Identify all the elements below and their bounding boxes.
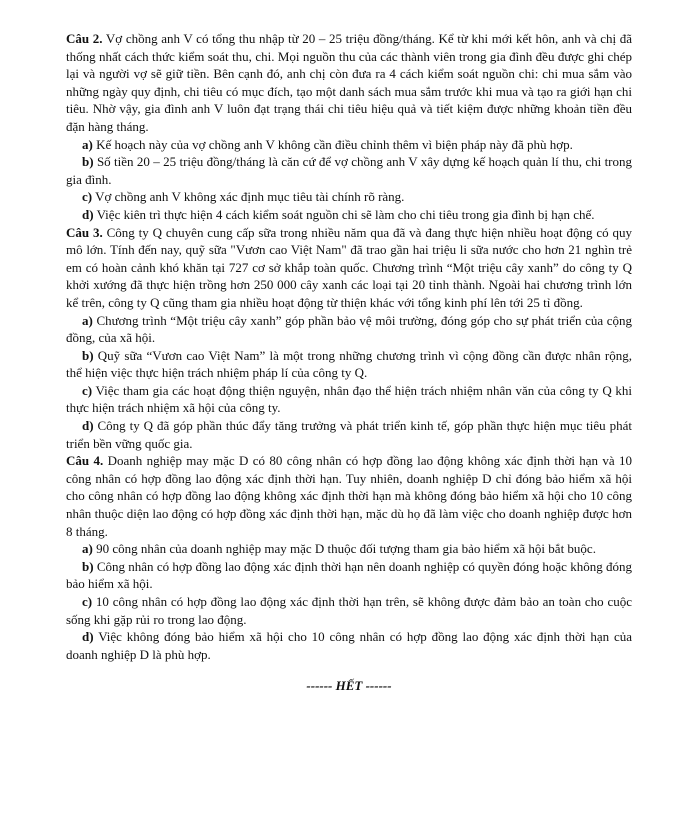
question-4-text: Doanh nghiệp may mặc D có 80 công nhân có hợp đồng lao động không xác định thời hạn và 10 công nhân có hợp đồng lao động xác định thời hạn. Tuy nhiên, doanh nghiệp D chỉ đóng bảo hiểm xã hội cho công nhân có hợp đồng lao động không xác định thời hạn mà không đóng bảo hiểm xã hội cho 10 công nhân thuộc diện lao động có hợp đồng xác định thời hạn, mặc dù họ đã làm việc cho doanh nghiệp được hơn 8 tháng. <box>66 453 632 539</box>
question-3-label: Câu 3. <box>66 224 103 240</box>
question-3-option-a: a) Chương trình “Một triệu cây xanh” góp phần bảo vệ môi trường, đóng góp cho sự phát triển của cộng đồng, của xã hội. <box>66 312 632 346</box>
question-2 <box>66 30 632 136</box>
question-4 <box>66 452 632 540</box>
question-4-option-a: a) 90 công nhân của doanh nghiệp may mặc D thuộc đối tượng tham gia bảo hiểm xã hội bắt buộc. <box>82 541 596 557</box>
question-3-option-d: d) Công ty Q đã góp phần thúc đẩy tăng trưởng và phát triển kinh tế, góp phần thực hiện mục tiêu phát triển bền vững quốc gia. <box>66 418 632 451</box>
question-4-option-d: d) Việc không đóng bảo hiểm xã hội cho 10 công nhân có hợp đồng lao động xác định thời hạn của doanh nghiệp D là phù hợp. <box>66 629 632 662</box>
question-3-option-b: b) Quỹ sữa “Vươn cao Việt Nam” là một trong những chương trình vì cộng đồng cần được nhân rộng, thể hiện việc thực hiện trách nhiệm pháp lí của công ty Q. <box>66 347 632 381</box>
question-3-option-c: c) Việc tham gia các hoạt động thiện nguyện, nhân đạo thể hiện trách nhiệm nhân văn của công ty Q khi thực hiện trách nhiệm xã hội của công ty. <box>66 382 632 416</box>
question-3-text: Công ty Q chuyên cung cấp sữa trong nhiều năm qua đã và đang thực hiện nhiều hoạt động có quy mô lớn. Tính đến nay, quỹ sữa "Vươn cao Việt Nam" đã trao gần hai triệu li sữa nước cho hơn 21 nghìn trẻ em có hoàn cảnh khó khăn tại 727 cơ sở khắp toàn quốc. Chương trình “Một triệu cây xanh” do công ty Q khởi xướng đã thực hiện trồng hơn 250 000 cây xanh các loại tại 20 tỉnh thành. Ngoài hai chương trình lớn kể trên, công ty Q cũng tham gia nhiều hoạt động từ thiện khác với tổng kinh phí lên tới 25 tỉ đồng. <box>66 224 633 310</box>
question-2-text: Vợ chồng anh V có tổng thu nhập từ 20 – 25 triệu đồng/tháng. Kể từ khi mới kết hôn, anh và chị đã thống nhất cách thức kiểm soát thu, chi. Mọi nguồn thu của các thành viên trong gia đình đều được ghi chép lại và người vợ sẽ giữ tiền. Bên cạnh đó, anh chị còn đưa ra 4 cách kiểm soát nguồn chi: chi mua sắm vào những ngày quy định, chi tiêu có mục đích, tạo một danh sách mua sắm trước khi mua và tạo ra giới hạn chi tiêu. Nhờ vậy, gia đình anh V luôn đạt trạng thái chi tiêu hiệu quả và tiết kiệm được những khoản tiền đều đặn hàng tháng. <box>66 31 633 134</box>
question-2-option-b: b) Số tiền 20 – 25 triệu đồng/tháng là căn cứ để vợ chồng anh V xây dựng kế hoạch quản lí thu, chi trong gia đình. <box>66 154 633 187</box>
question-2-label: Câu 2. <box>66 31 103 46</box>
question-2-option-c: c) Vợ chồng anh V không xác định mục tiêu tài chính rõ ràng. <box>82 189 405 205</box>
end-marker: ------ HẾT ------ <box>306 678 392 694</box>
question-2-option-d: d) Việc kiên trì thực hiện 4 cách kiểm soát nguồn chi sẽ làm cho chi tiêu trong gia đình bị hạn chế. <box>82 206 595 222</box>
question-4-option-b: b) Công nhân có hợp đồng lao động xác định thời hạn nên doanh nghiệp có quyền đóng hoặc không đóng bảo hiểm xã hội. <box>66 558 632 592</box>
question-2-option-a: a) Kế hoạch này của vợ chồng anh V không cần điều chỉnh thêm vì biện pháp này đã phù hợp. <box>82 136 573 152</box>
question-4-label: Câu 4. <box>66 453 104 469</box>
question-3 <box>66 224 632 312</box>
question-4-option-c: c) 10 công nhân có hợp đồng lao động xác định thời hạn trên, sẽ không được đảm bảo an toàn cho cuộc sống khi gặp rủi ro trong lao động. <box>66 594 633 627</box>
